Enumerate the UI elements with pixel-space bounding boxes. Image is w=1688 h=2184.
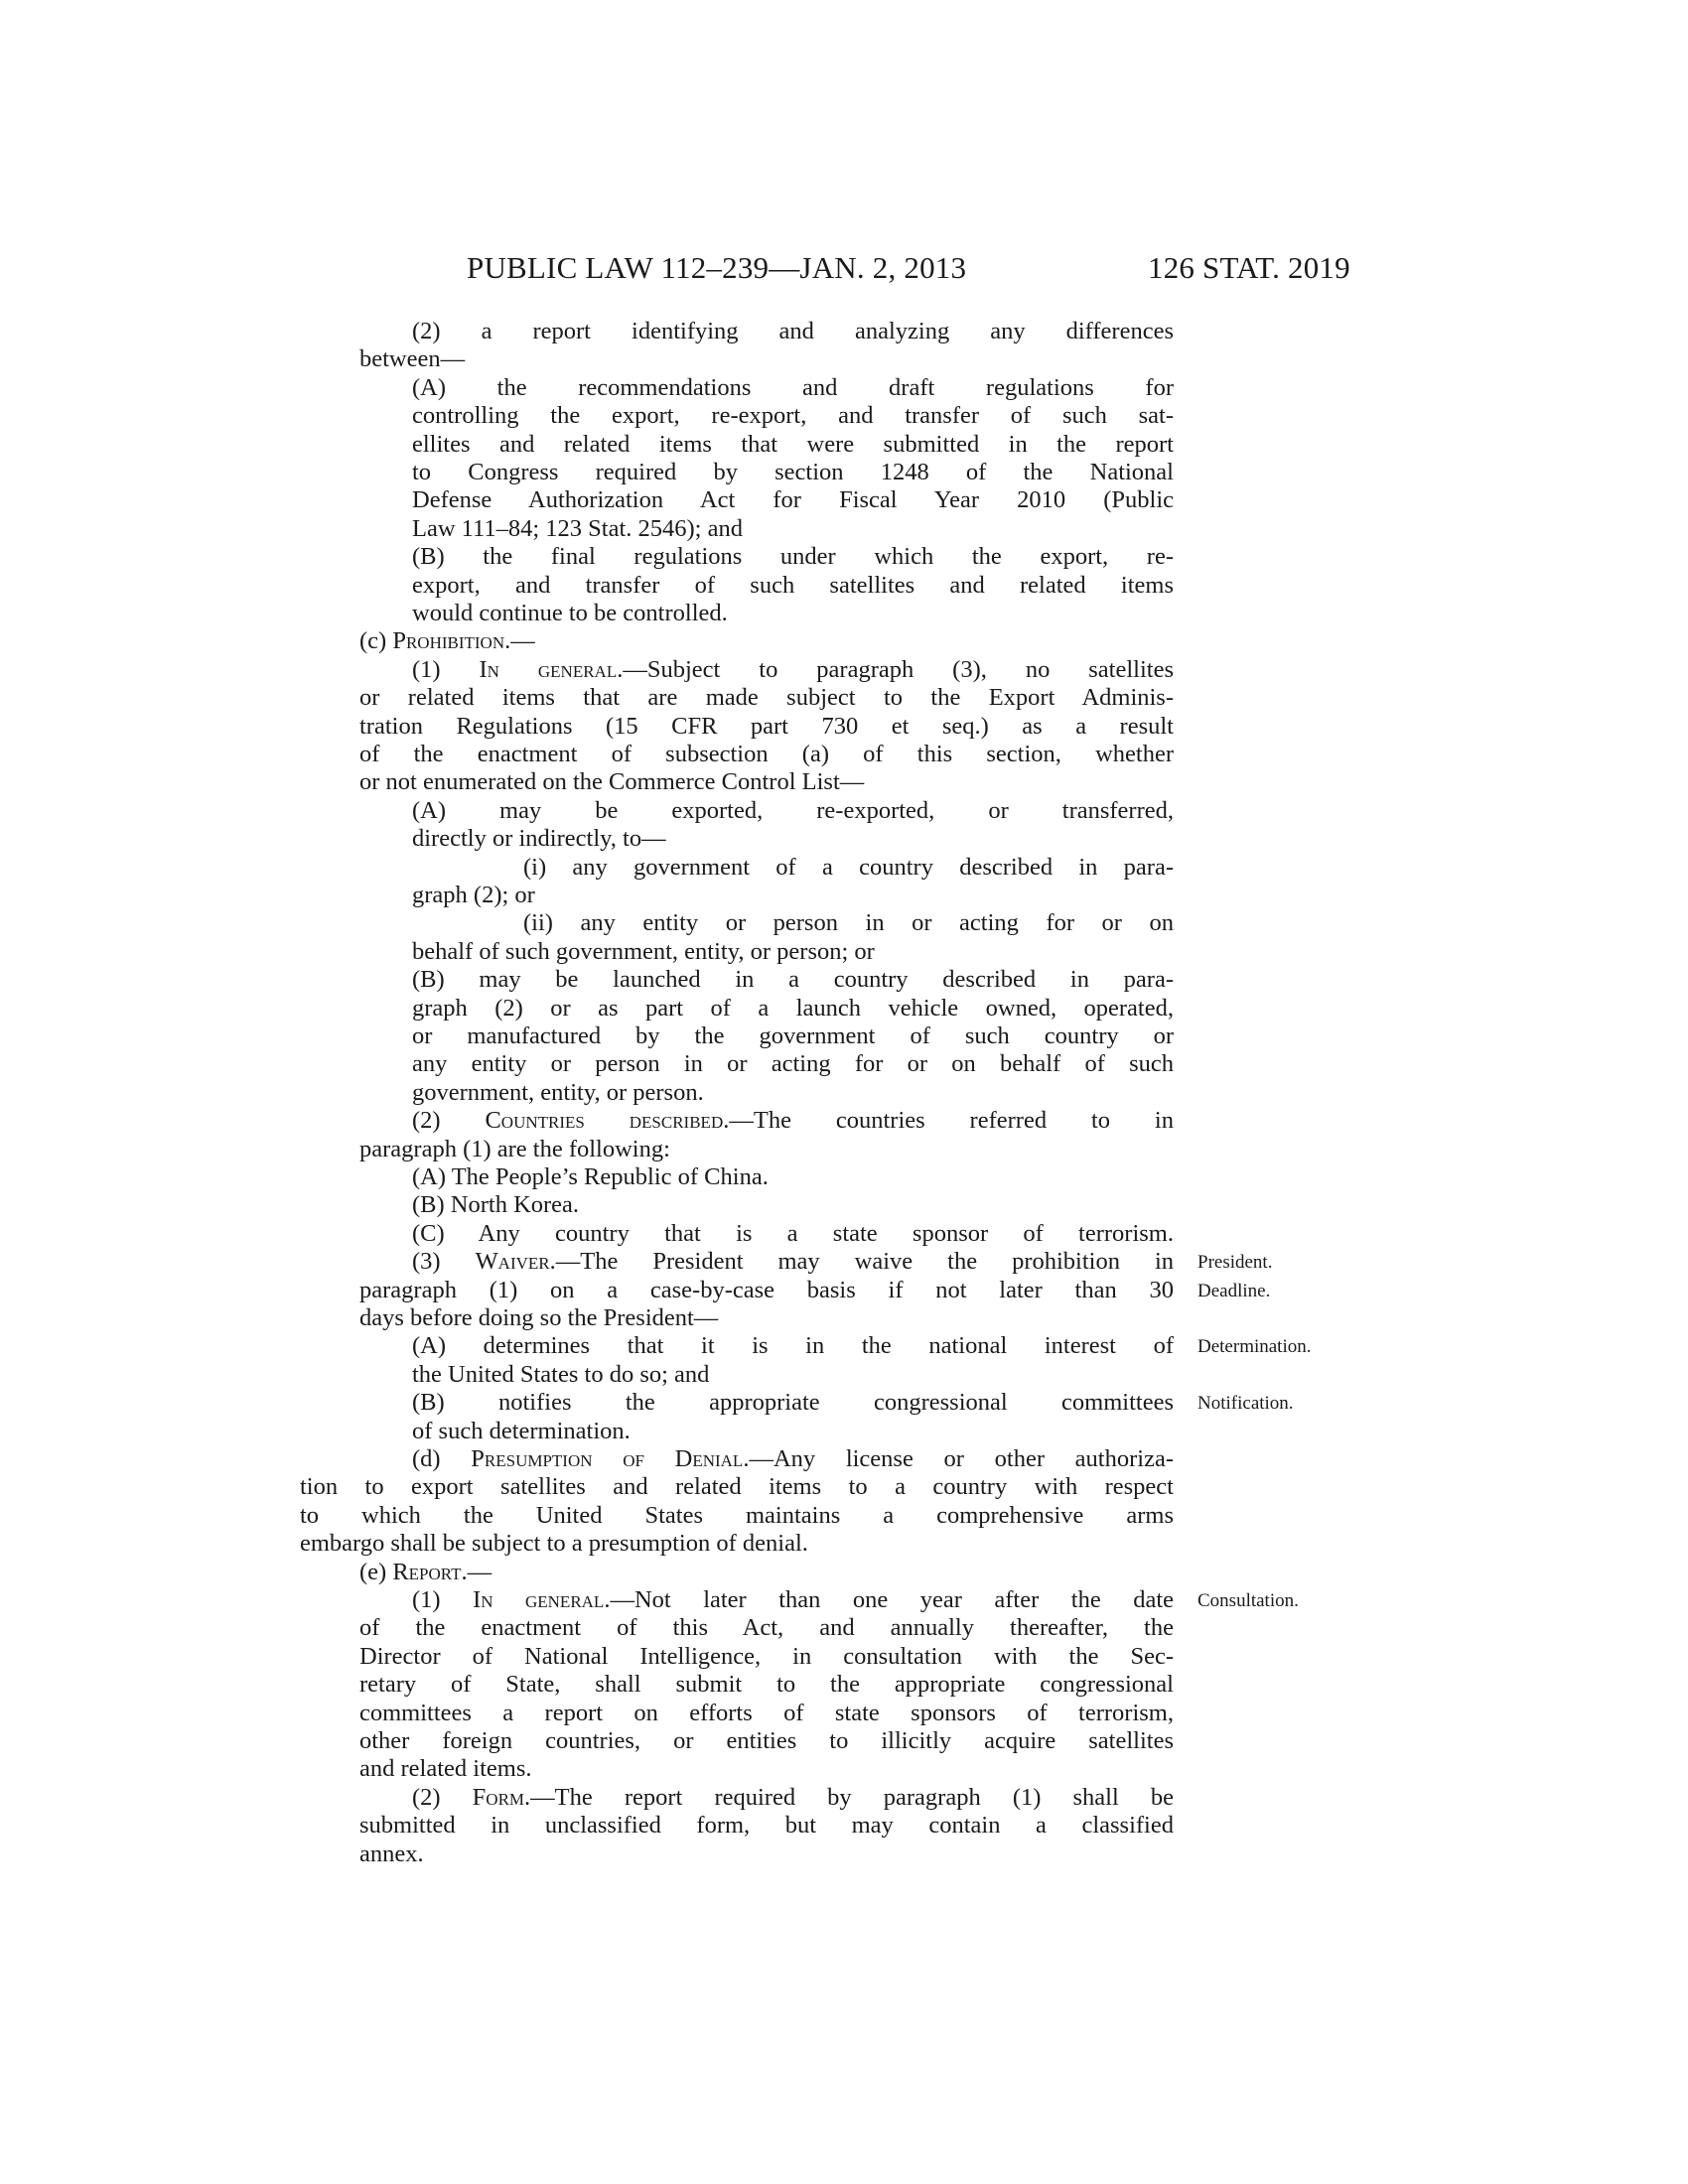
line-text: graph (2); or [412,882,535,908]
line-text: embargo shall be subject to a presumption of denial. [300,1530,808,1558]
line-text: other foreign countries, or entities to illicitly acquire satellites [359,1727,1174,1754]
paragraph-number: (1) [412,655,480,683]
text-line [412,600,1174,627]
line-text: .— [461,1558,492,1585]
text-line [412,1332,1174,1360]
text-line [412,966,1174,994]
paragraph-heading: Report [392,1558,462,1585]
paragraph-heading: Waiver [475,1248,550,1276]
line-text: (B) North Korea. [412,1191,580,1219]
text-line [412,1586,1174,1614]
line-text: any entity or person in or acting for or on behalf of such [412,1050,1174,1078]
line-text: or related items that are made subject to the Export Adminis- [359,684,1174,712]
text-line [300,1530,1174,1558]
line-text: annex. [359,1840,424,1867]
text-line [412,656,1174,684]
line-text: .— [504,627,535,655]
text-line [412,1050,1174,1078]
line-text: days before doing so the President— [359,1304,719,1331]
line-text: (A) The People’s Republic of China. [412,1163,769,1190]
margin-note: Consultation. [1197,1590,1299,1611]
line-text: retary of State, shall submit to the appropriate congressional [359,1671,1174,1699]
paragraph-number: (e) [359,1558,393,1585]
text-line [359,1755,1174,1783]
line-text: or manufactured by the government of such country or [412,1023,1174,1049]
text-line [412,938,1174,966]
text-line [359,1643,1174,1671]
line-text: (B) may be launched in a country described in para- [412,966,1174,994]
line-text: (A) may be exported, re-exported, or transferred, [412,796,1174,824]
running-header-title: PUBLIC LAW 112–239—JAN. 2, 2013 [467,250,967,285]
text-line [359,1136,1174,1163]
line-text: .—Not later than one year after the date [604,1586,1174,1613]
line-text: (B) notifies the appropriate congressional committees [412,1389,1174,1417]
margin-note: President. [1197,1252,1273,1274]
line-text: would continue to be controlled. [412,600,728,626]
paragraph-heading: Countries described [485,1107,724,1135]
text-line [412,1248,1174,1276]
line-text: behalf of such government, entity, or person; or [412,937,875,965]
text-line [359,345,1174,373]
line-text: .—The report required by paragraph (1) shall be [524,1783,1174,1811]
paragraph-heading: Prohibition [392,627,505,655]
line-text: .—Subject to paragraph (3), no satellites [617,655,1174,683]
text-line [412,797,1174,825]
line-text: (B) the final regulations under which the export, re- [412,543,1174,571]
line-text: the United States to do so; and [412,1360,710,1388]
margin-note: Notification. [1197,1393,1294,1415]
paragraph-heading: Presumption of Denial [471,1445,744,1472]
text-line [412,825,1174,853]
text-line [359,627,1174,655]
text-line [412,1445,1174,1473]
line-text: paragraph (1) are the following: [359,1135,670,1162]
line-text: paragraph (1) on a case-by-case basis if not later than 30 [359,1276,1174,1303]
text-line [359,1841,1174,1868]
paragraph-heading: In general [473,1586,605,1613]
text-line [359,768,1174,796]
line-text: directly or indirectly, to— [412,825,666,853]
line-text: tration Regulations (15 CFR part 730 et seq.) as a result [359,712,1174,740]
line-text: Defense Authorization Act for Fiscal Year 2010 (Public [412,486,1174,514]
text-line [300,1502,1174,1530]
text-line [412,459,1174,486]
text-line [412,1023,1174,1050]
text-line [412,1220,1174,1248]
line-text: to Congress required by section 1248 of the National [412,459,1174,485]
text-line [359,713,1174,741]
paragraph-number: (2) [412,1107,486,1135]
line-text: (i) any government of a country described in para- [523,853,1174,881]
paragraph-number: (2) [412,1783,473,1811]
line-text: of the enactment of subsection (a) of this section, whether [359,741,1174,767]
line-text: government, entity, or person. [412,1078,704,1106]
line-text: and related items. [359,1755,532,1783]
text-line [412,1361,1174,1389]
line-text: (ii) any entity or person in or acting for or on [523,909,1174,937]
text-line [412,1107,1174,1135]
line-text: ellites and related items that were submitted in the report [412,430,1174,458]
line-text: .—Any license or other authoriza- [743,1445,1174,1472]
text-line [359,1304,1174,1332]
line-text: of such determination. [412,1417,631,1444]
text-line [412,402,1174,430]
paragraph-heading: Form [472,1783,525,1811]
line-text: .—The President may waive the prohibition in [549,1248,1174,1276]
line-text: committees a report on efforts of state sponsors of terrorism, [359,1699,1174,1726]
line-text: or not enumerated on the Commerce Control List— [359,768,865,796]
text-line [359,1700,1174,1727]
text-line [412,1418,1174,1445]
line-text: (A) determines that it is in the national interest of [412,1332,1174,1360]
text-line [412,486,1174,514]
line-text: tion to export satellites and related items to a country with respect [300,1473,1174,1501]
text-line [359,1671,1174,1699]
text-line [412,1784,1174,1812]
text-line [412,543,1174,571]
running-header-page: 126 STAT. 2019 [1148,250,1350,285]
line-text: submitted in unclassified form, but may contain a classified [359,1812,1174,1840]
text-line [412,1389,1174,1417]
text-line [523,854,1174,882]
text-line [412,1163,1174,1191]
line-text: (2) a report identifying and analyzing any differences [412,318,1174,344]
text-line [412,882,1174,909]
text-line [359,1559,1174,1586]
text-line [412,1191,1174,1219]
text-line [412,572,1174,600]
text-line [412,1079,1174,1107]
text-line [412,318,1174,345]
paragraph-number: (d) [412,1445,472,1472]
text-line [359,1277,1174,1304]
paragraph-number: (3) [412,1248,476,1276]
line-text: to which the United States maintains a comprehensive arms [300,1501,1174,1529]
text-line [412,431,1174,459]
line-text: (C) Any country that is a state sponsor of terrorism. [412,1219,1174,1247]
line-text: of the enactment of this Act, and annually thereafter, the [359,1614,1174,1642]
text-line [412,515,1174,543]
text-line [359,1812,1174,1840]
text-line [412,995,1174,1023]
line-text: Director of National Intelligence, in consultation with the Sec- [359,1642,1174,1670]
paragraph-heading: In general [479,655,618,683]
line-text: .—The countries referred to in [723,1107,1174,1135]
line-text: Law 111–84; 123 Stat. 2546); and [412,514,743,542]
text-line [359,684,1174,712]
text-line [359,1727,1174,1755]
text-line [412,374,1174,402]
text-line [523,909,1174,937]
paragraph-number: (c) [359,627,393,655]
line-text: (A) the recommendations and draft regulations for [412,373,1174,401]
paragraph-number: (1) [412,1586,474,1613]
margin-note: Deadline. [1197,1280,1271,1301]
line-text: export, and transfer of such satellites and related items [412,571,1174,599]
text-line [300,1473,1174,1501]
line-text: between— [359,345,466,373]
margin-note: Determination. [1197,1336,1312,1358]
text-line [359,1614,1174,1642]
line-text: controlling the export, re-export, and transfer of such sat- [412,402,1174,430]
text-line [359,741,1174,768]
line-text: graph (2) or as part of a launch vehicle owned, operated, [412,994,1174,1022]
